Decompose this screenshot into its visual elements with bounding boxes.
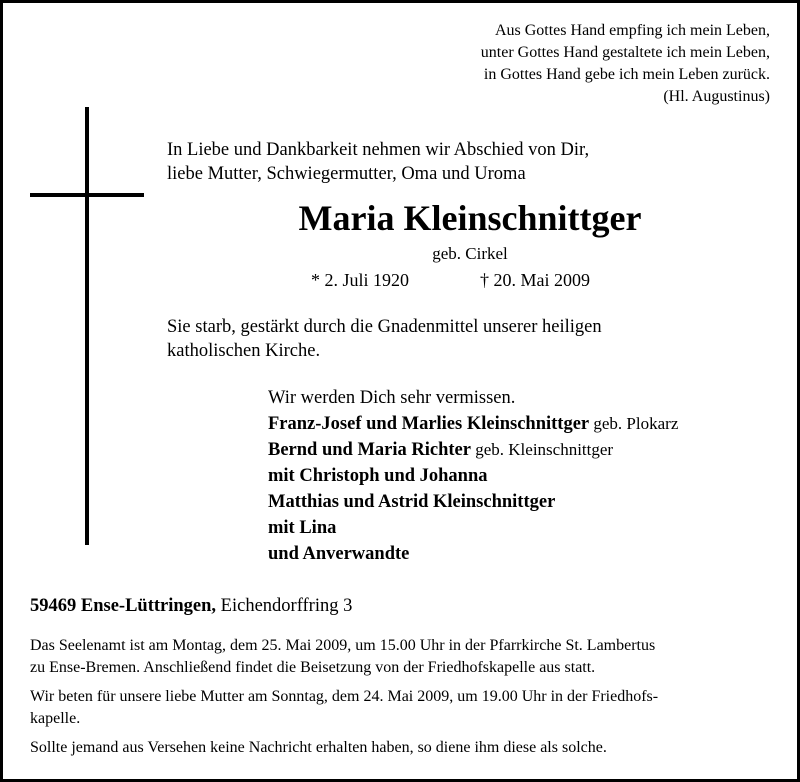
mourner-maiden-name: geb. Plokarz xyxy=(589,414,679,433)
mourner-names: Bernd und Maria Richter xyxy=(268,440,471,460)
quote-line: in Gottes Hand gebe ich mein Leben zurück. xyxy=(483,66,770,83)
apology-notice: Sollte jemand aus Versehen keine Nachricht erhalten haben, so diene ihm diese als solche. xyxy=(30,739,607,756)
mourner-entry: mit Christoph und Johanna xyxy=(268,466,488,486)
sacrament-line-1: Sie starb, gestärkt durch die Gnadenmittel unserer heiligen xyxy=(167,317,602,337)
address-place: 59469 Ense-Lüttringen, xyxy=(30,596,217,616)
mourners-list xyxy=(268,385,678,567)
maiden-name: geb. Cirkel xyxy=(432,244,508,263)
mourner-entry: Matthias und Astrid Kleinschnittger xyxy=(268,492,556,512)
birth-date: * 2. Juli 1920 xyxy=(311,270,410,290)
death-date: † 20. Mai 2009 xyxy=(480,270,590,290)
requiem-notice-line-1: Das Seelenamt ist am Montag, dem 25. Mai 2009, um 15.00 Uhr in der Pfarrkirche St. Lambertus xyxy=(30,637,656,654)
farewell-line-1: In Liebe und Dankbarkeit nehmen wir Abschied von Dir, xyxy=(167,140,590,160)
mourner-entry: und Anverwandte xyxy=(268,544,410,564)
quote-line: Aus Gottes Hand empfing ich mein Leben, xyxy=(494,22,770,39)
mourner-entry xyxy=(268,411,678,437)
quote-attribution: (Hl. Augustinus) xyxy=(663,88,770,105)
sacrament-line-2: katholischen Kirche. xyxy=(167,341,321,361)
cross-icon-crossbar xyxy=(30,193,144,197)
prayer-notice-line-2: kapelle. xyxy=(30,710,81,727)
deceased-name: Maria Kleinschnittger xyxy=(298,198,642,238)
quote-line: unter Gottes Hand gestaltete ich mein Leben, xyxy=(480,44,770,61)
mourner-maiden-name: geb. Kleinschnittger xyxy=(470,440,614,459)
prayer-notice-line-1: Wir beten für unsere liebe Mutter am Sonntag, dem 24. Mai 2009, um 19.00 Uhr in der Friedhofs- xyxy=(30,688,659,705)
augustinus-quote xyxy=(481,20,770,108)
address-street: Eichendorffring 3 xyxy=(216,596,353,616)
family-address xyxy=(30,594,352,618)
mourner-names: Franz-Josef und Marlies Kleinschnittger xyxy=(268,414,590,434)
cross-icon xyxy=(85,107,89,545)
farewell-line-2: liebe Mutter, Schwiegermutter, Oma und Uroma xyxy=(167,164,526,184)
requiem-notice-line-2: zu Ense-Bremen. Anschließend findet die Beisetzung von der Friedhofskapelle aus statt. xyxy=(30,659,596,676)
mourner-entry xyxy=(268,437,678,463)
mourners-intro: Wir werden Dich sehr vermissen. xyxy=(268,388,516,408)
mourner-entry: mit Lina xyxy=(268,518,337,538)
